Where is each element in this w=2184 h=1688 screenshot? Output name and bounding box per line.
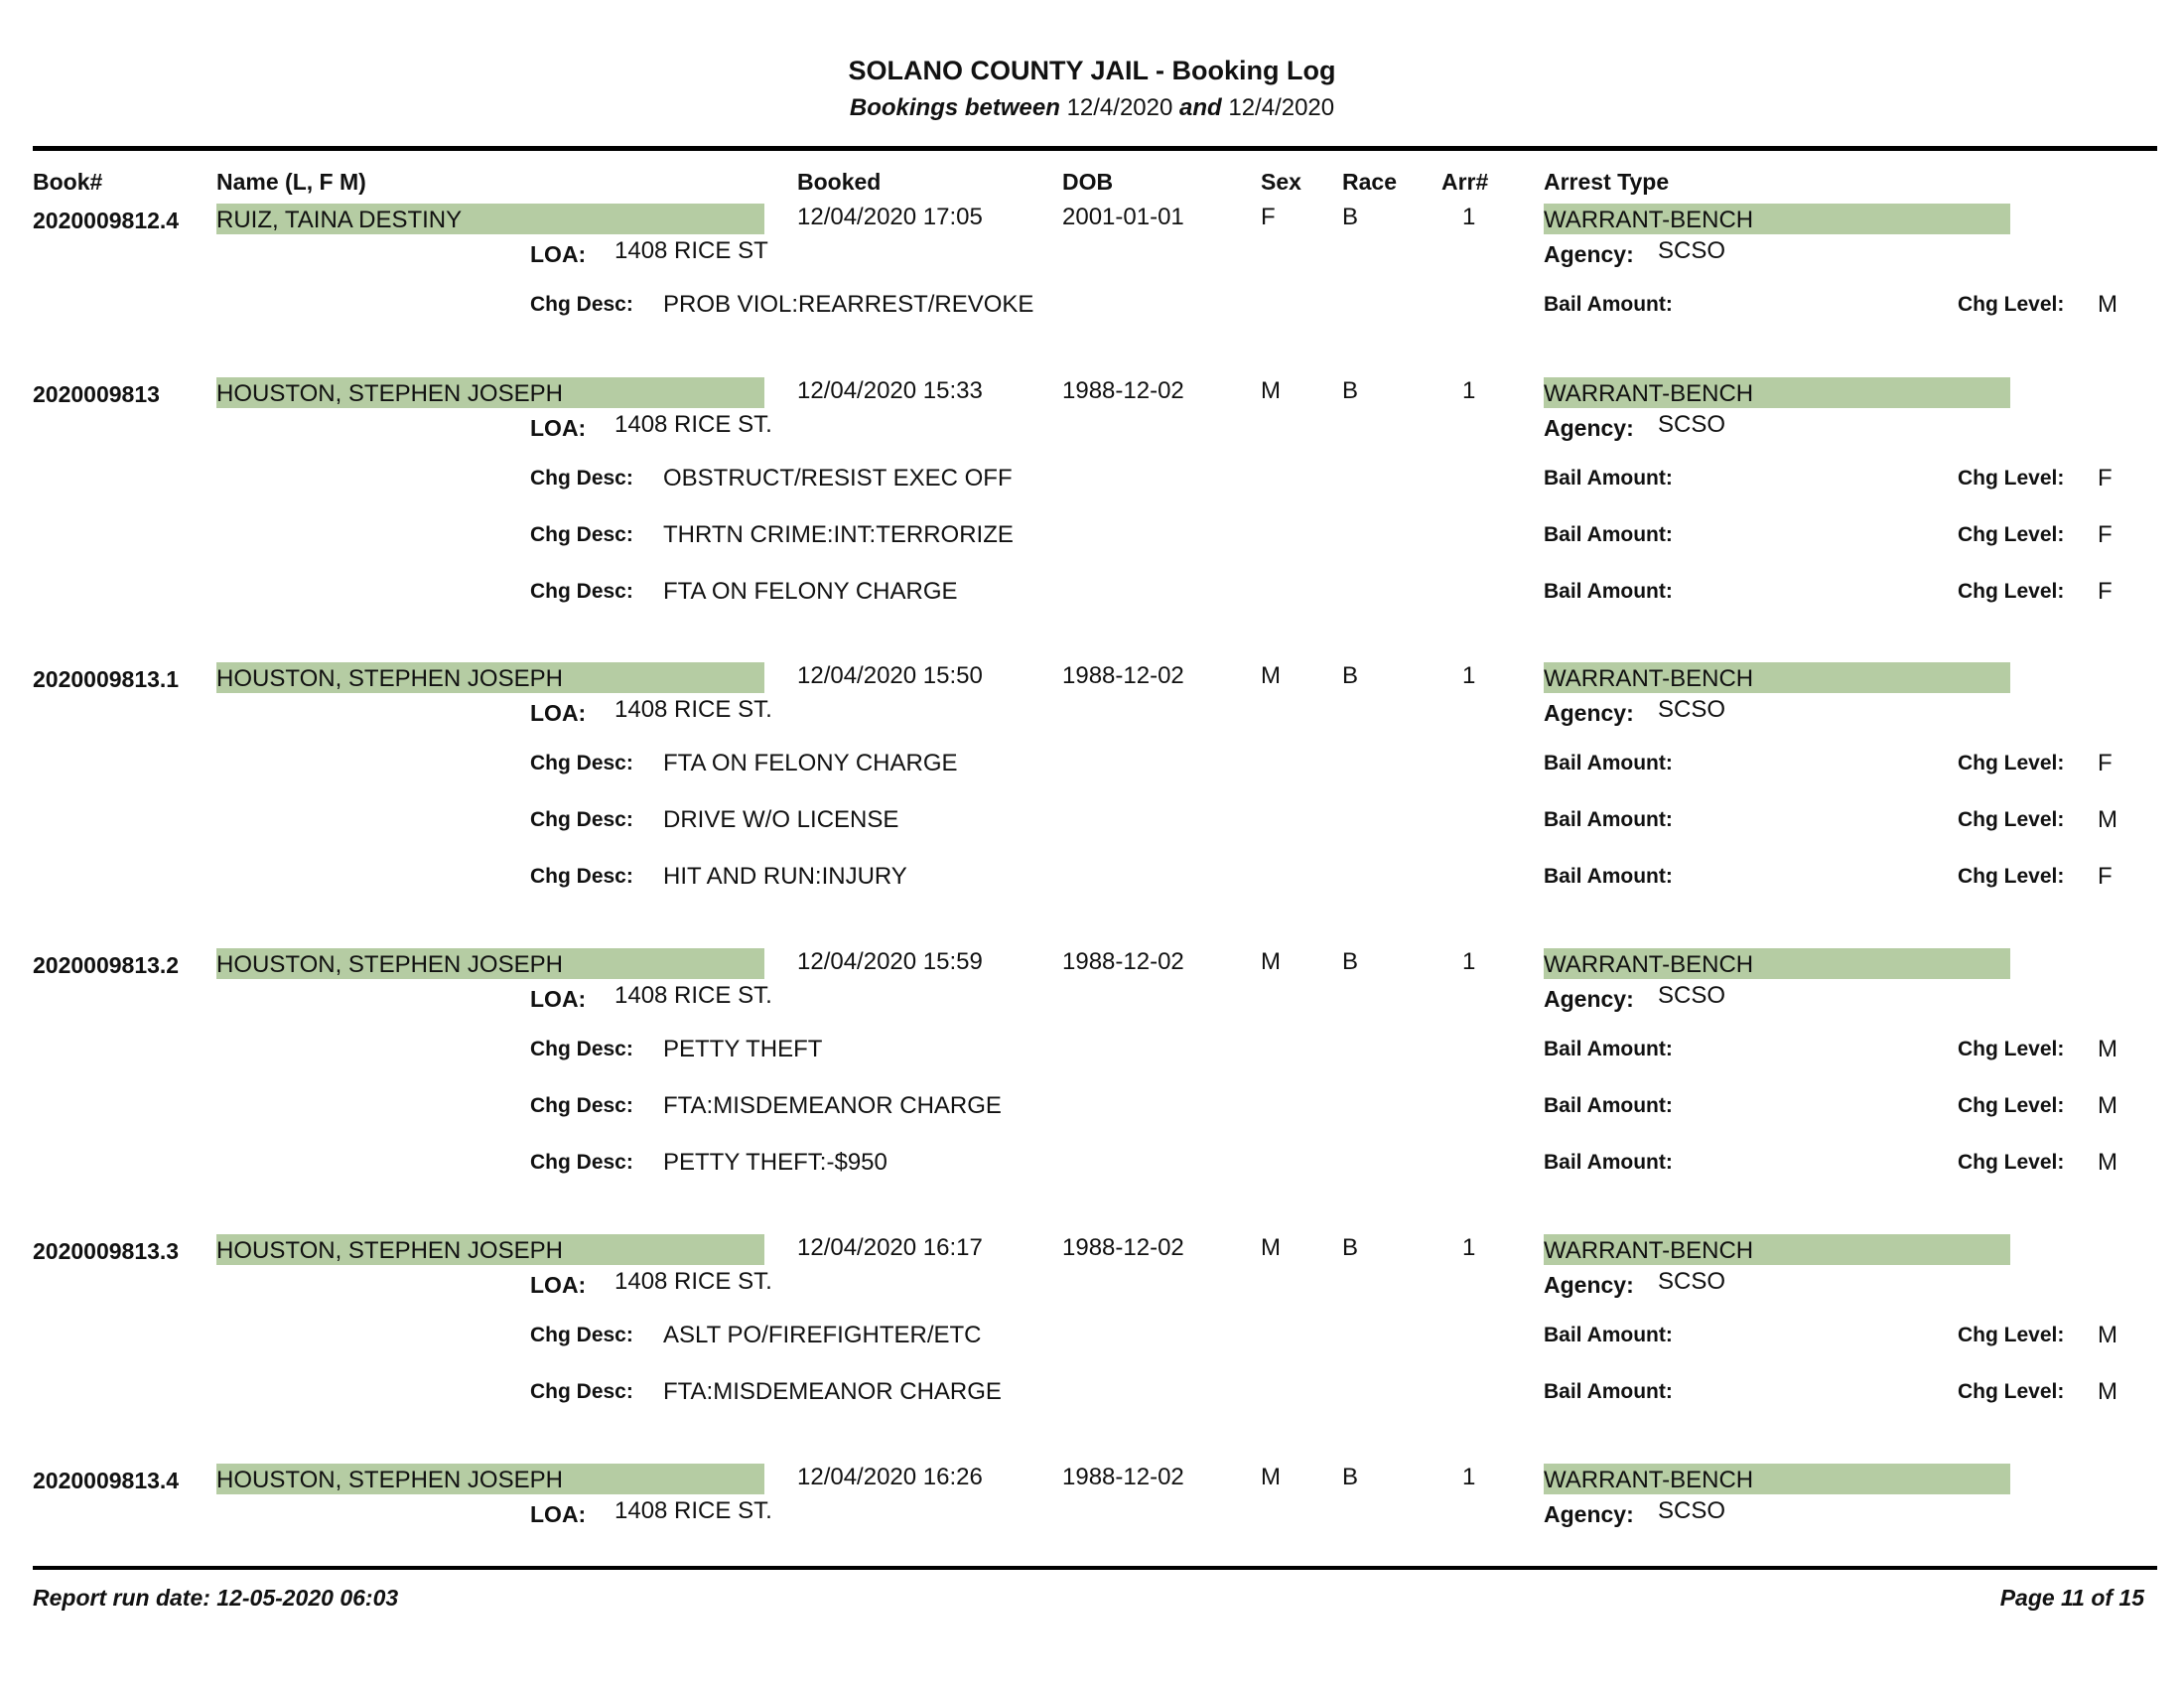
race-value: B bbox=[1342, 662, 1359, 689]
col-header-race: Race bbox=[1342, 169, 1397, 195]
loa-label: LOA: bbox=[530, 1272, 587, 1298]
bail-amount-label: Bail Amount: bbox=[1544, 865, 1673, 888]
report-title: SOLANO COUNTY JAIL - Booking Log bbox=[848, 56, 1336, 85]
charge-description: THRTN CRIME:INT:TERRORIZE bbox=[663, 521, 1014, 548]
arrest-type: WARRANT-BENCH bbox=[1544, 377, 2010, 408]
inmate-name: HOUSTON, STEPHEN JOSEPH bbox=[216, 1464, 764, 1494]
charge-desc-label: Chg Desc: bbox=[530, 752, 633, 774]
report-subtitle bbox=[0, 94, 2184, 122]
charge-level-label: Chg Level: bbox=[1958, 1094, 2065, 1117]
charge-level: M bbox=[2098, 1092, 2117, 1119]
header-divider bbox=[33, 146, 2157, 151]
bail-amount-label: Bail Amount: bbox=[1544, 1151, 1673, 1174]
charge-level-label: Chg Level: bbox=[1958, 467, 2065, 490]
charge-desc-label: Chg Desc: bbox=[530, 1380, 633, 1403]
loa-label: LOA: bbox=[530, 1501, 587, 1527]
loa-value: 1408 RICE ST. bbox=[614, 696, 772, 723]
col-header-arrest-type: Arrest Type bbox=[1544, 169, 1670, 195]
booked-datetime: 12/04/2020 17:05 bbox=[797, 204, 983, 230]
charge-description: DRIVE W/O LICENSE bbox=[663, 806, 899, 833]
charge-desc-label: Chg Desc: bbox=[530, 523, 633, 546]
charge-level-label: Chg Level: bbox=[1958, 293, 2065, 316]
sex-value: M bbox=[1261, 948, 1281, 975]
loa-value: 1408 RICE ST. bbox=[614, 411, 772, 438]
charge-level-label: Chg Level: bbox=[1958, 1038, 2065, 1060]
race-value: B bbox=[1342, 1234, 1359, 1261]
date-of-birth: 2001-01-01 bbox=[1062, 204, 1184, 230]
charge-level-label: Chg Level: bbox=[1958, 523, 2065, 546]
footer-divider bbox=[33, 1566, 2157, 1570]
booked-datetime: 12/04/2020 16:26 bbox=[797, 1464, 983, 1490]
charge-level-label: Chg Level: bbox=[1958, 808, 2065, 831]
charge-description: FTA ON FELONY CHARGE bbox=[663, 578, 958, 605]
charge-desc-label: Chg Desc: bbox=[530, 1324, 633, 1346]
agency-value: SCSO bbox=[1658, 411, 1726, 438]
inmate-name: HOUSTON, STEPHEN JOSEPH bbox=[216, 948, 764, 979]
charge-level: F bbox=[2098, 521, 2113, 548]
arrest-type: WARRANT-BENCH bbox=[1544, 662, 2010, 693]
charge-description: ASLT PO/FIREFIGHTER/ETC bbox=[663, 1322, 982, 1348]
charge-level: F bbox=[2098, 465, 2113, 492]
bail-amount-label: Bail Amount: bbox=[1544, 523, 1673, 546]
loa-value: 1408 RICE ST. bbox=[614, 982, 772, 1009]
charge-description: FTA:MISDEMEANOR CHARGE bbox=[663, 1378, 1002, 1405]
agency-label: Agency: bbox=[1544, 241, 1634, 267]
col-header-sex: Sex bbox=[1261, 169, 1301, 195]
book-number: 2020009813.4 bbox=[33, 1468, 180, 1493]
charge-level-label: Chg Level: bbox=[1958, 580, 2065, 603]
charge-level-label: Chg Level: bbox=[1958, 1324, 2065, 1346]
booked-datetime: 12/04/2020 16:17 bbox=[797, 1234, 983, 1261]
agency-label: Agency: bbox=[1544, 700, 1634, 726]
charge-level: M bbox=[2098, 1322, 2117, 1348]
charge-desc-label: Chg Desc: bbox=[530, 1094, 633, 1117]
sex-value: M bbox=[1261, 1234, 1281, 1261]
sex-value: M bbox=[1261, 662, 1281, 689]
arrest-number: 1 bbox=[1462, 948, 1476, 975]
agency-value: SCSO bbox=[1658, 982, 1726, 1009]
charge-level: M bbox=[2098, 1149, 2117, 1176]
date-of-birth: 1988-12-02 bbox=[1062, 1234, 1184, 1261]
loa-label: LOA: bbox=[530, 415, 587, 441]
charge-level-label: Chg Level: bbox=[1958, 752, 2065, 774]
loa-label: LOA: bbox=[530, 700, 587, 726]
agency-label: Agency: bbox=[1544, 1501, 1634, 1527]
inmate-name: HOUSTON, STEPHEN JOSEPH bbox=[216, 1234, 764, 1265]
date-of-birth: 1988-12-02 bbox=[1062, 377, 1184, 404]
booked-datetime: 12/04/2020 15:33 bbox=[797, 377, 983, 404]
charge-level-label: Chg Level: bbox=[1958, 1151, 2065, 1174]
charge-desc-label: Chg Desc: bbox=[530, 1038, 633, 1060]
bail-amount-label: Bail Amount: bbox=[1544, 1038, 1673, 1060]
agency-value: SCSO bbox=[1658, 696, 1726, 723]
arrest-number: 1 bbox=[1462, 204, 1476, 230]
col-header-name: Name (L, F M) bbox=[216, 169, 366, 195]
bail-amount-label: Bail Amount: bbox=[1544, 467, 1673, 490]
bail-amount-label: Bail Amount: bbox=[1544, 1380, 1673, 1403]
charge-description: OBSTRUCT/RESIST EXEC OFF bbox=[663, 465, 1013, 492]
sex-value: M bbox=[1261, 1464, 1281, 1490]
sex-value: M bbox=[1261, 377, 1281, 404]
race-value: B bbox=[1342, 204, 1359, 230]
charge-description: PETTY THEFT:-$950 bbox=[663, 1149, 887, 1176]
loa-label: LOA: bbox=[530, 241, 587, 267]
agency-value: SCSO bbox=[1658, 1268, 1726, 1295]
race-value: B bbox=[1342, 1464, 1359, 1490]
charge-level: M bbox=[2098, 806, 2117, 833]
charge-description: FTA:MISDEMEANOR CHARGE bbox=[663, 1092, 1002, 1119]
bail-amount-label: Bail Amount: bbox=[1544, 293, 1673, 316]
arrest-type: WARRANT-BENCH bbox=[1544, 1464, 2010, 1494]
charge-desc-label: Chg Desc: bbox=[530, 467, 633, 490]
agency-value: SCSO bbox=[1658, 237, 1726, 264]
inmate-name: HOUSTON, STEPHEN JOSEPH bbox=[216, 377, 764, 408]
date-of-birth: 1988-12-02 bbox=[1062, 662, 1184, 689]
agency-value: SCSO bbox=[1658, 1497, 1726, 1524]
arrest-number: 1 bbox=[1462, 662, 1476, 689]
charge-desc-label: Chg Desc: bbox=[530, 808, 633, 831]
page-number: Page 11 of 15 bbox=[1999, 1585, 2144, 1611]
arrest-number: 1 bbox=[1462, 377, 1476, 404]
inmate-name: HOUSTON, STEPHEN JOSEPH bbox=[216, 662, 764, 693]
charge-desc-label: Chg Desc: bbox=[530, 293, 633, 316]
agency-label: Agency: bbox=[1544, 986, 1634, 1012]
charge-level: F bbox=[2098, 578, 2113, 605]
charge-description: PROB VIOL:REARREST/REVOKE bbox=[663, 291, 1034, 318]
bail-amount-label: Bail Amount: bbox=[1544, 580, 1673, 603]
book-number: 2020009812.4 bbox=[33, 208, 180, 233]
booked-datetime: 12/04/2020 15:59 bbox=[797, 948, 983, 975]
charge-level-label: Chg Level: bbox=[1958, 1380, 2065, 1403]
bail-amount-label: Bail Amount: bbox=[1544, 1094, 1673, 1117]
book-number: 2020009813.2 bbox=[33, 952, 180, 978]
sex-value: F bbox=[1261, 204, 1276, 230]
race-value: B bbox=[1342, 377, 1359, 404]
charge-level: F bbox=[2098, 750, 2113, 776]
charge-level: M bbox=[2098, 1036, 2117, 1062]
arrest-type: WARRANT-BENCH bbox=[1544, 1234, 2010, 1265]
charge-level: F bbox=[2098, 863, 2113, 890]
loa-value: 1408 RICE ST. bbox=[614, 1497, 772, 1524]
bail-amount-label: Bail Amount: bbox=[1544, 752, 1673, 774]
loa-label: LOA: bbox=[530, 986, 587, 1012]
book-number: 2020009813.3 bbox=[33, 1238, 180, 1264]
charge-level: M bbox=[2098, 291, 2117, 318]
charge-description: HIT AND RUN:INJURY bbox=[663, 863, 907, 890]
date-of-birth: 1988-12-02 bbox=[1062, 1464, 1184, 1490]
loa-value: 1408 RICE ST. bbox=[614, 1268, 772, 1295]
loa-value: 1408 RICE ST bbox=[614, 237, 768, 264]
agency-label: Agency: bbox=[1544, 415, 1634, 441]
charge-description: FTA ON FELONY CHARGE bbox=[663, 750, 958, 776]
col-header-book: Book# bbox=[33, 169, 103, 195]
col-header-booked: Booked bbox=[797, 169, 882, 195]
subtitle-end-date: 12/4/2020 bbox=[1228, 94, 1335, 121]
arrest-number: 1 bbox=[1462, 1464, 1476, 1490]
arrest-type: WARRANT-BENCH bbox=[1544, 948, 2010, 979]
arrest-number: 1 bbox=[1462, 1234, 1476, 1261]
race-value: B bbox=[1342, 948, 1359, 975]
subtitle-and: and bbox=[1179, 94, 1222, 121]
report-run-date: Report run date: 12-05-2020 06:03 bbox=[33, 1585, 399, 1611]
agency-label: Agency: bbox=[1544, 1272, 1634, 1298]
date-of-birth: 1988-12-02 bbox=[1062, 948, 1184, 975]
bail-amount-label: Bail Amount: bbox=[1544, 1324, 1673, 1346]
booked-datetime: 12/04/2020 15:50 bbox=[797, 662, 983, 689]
subtitle-start-date: 12/4/2020 bbox=[1066, 94, 1173, 121]
book-number: 2020009813.1 bbox=[33, 666, 180, 692]
charge-desc-label: Chg Desc: bbox=[530, 1151, 633, 1174]
col-header-arr: Arr# bbox=[1441, 169, 1489, 195]
arrest-type: WARRANT-BENCH bbox=[1544, 204, 2010, 234]
book-number: 2020009813 bbox=[33, 381, 160, 407]
bail-amount-label: Bail Amount: bbox=[1544, 808, 1673, 831]
charge-description: PETTY THEFT bbox=[663, 1036, 823, 1062]
charge-level: M bbox=[2098, 1378, 2117, 1405]
col-header-dob: DOB bbox=[1062, 169, 1114, 195]
subtitle-prefix: Bookings between bbox=[849, 94, 1060, 121]
charge-desc-label: Chg Desc: bbox=[530, 865, 633, 888]
charge-desc-label: Chg Desc: bbox=[530, 580, 633, 603]
inmate-name: RUIZ, TAINA DESTINY bbox=[216, 204, 764, 234]
charge-level-label: Chg Level: bbox=[1958, 865, 2065, 888]
